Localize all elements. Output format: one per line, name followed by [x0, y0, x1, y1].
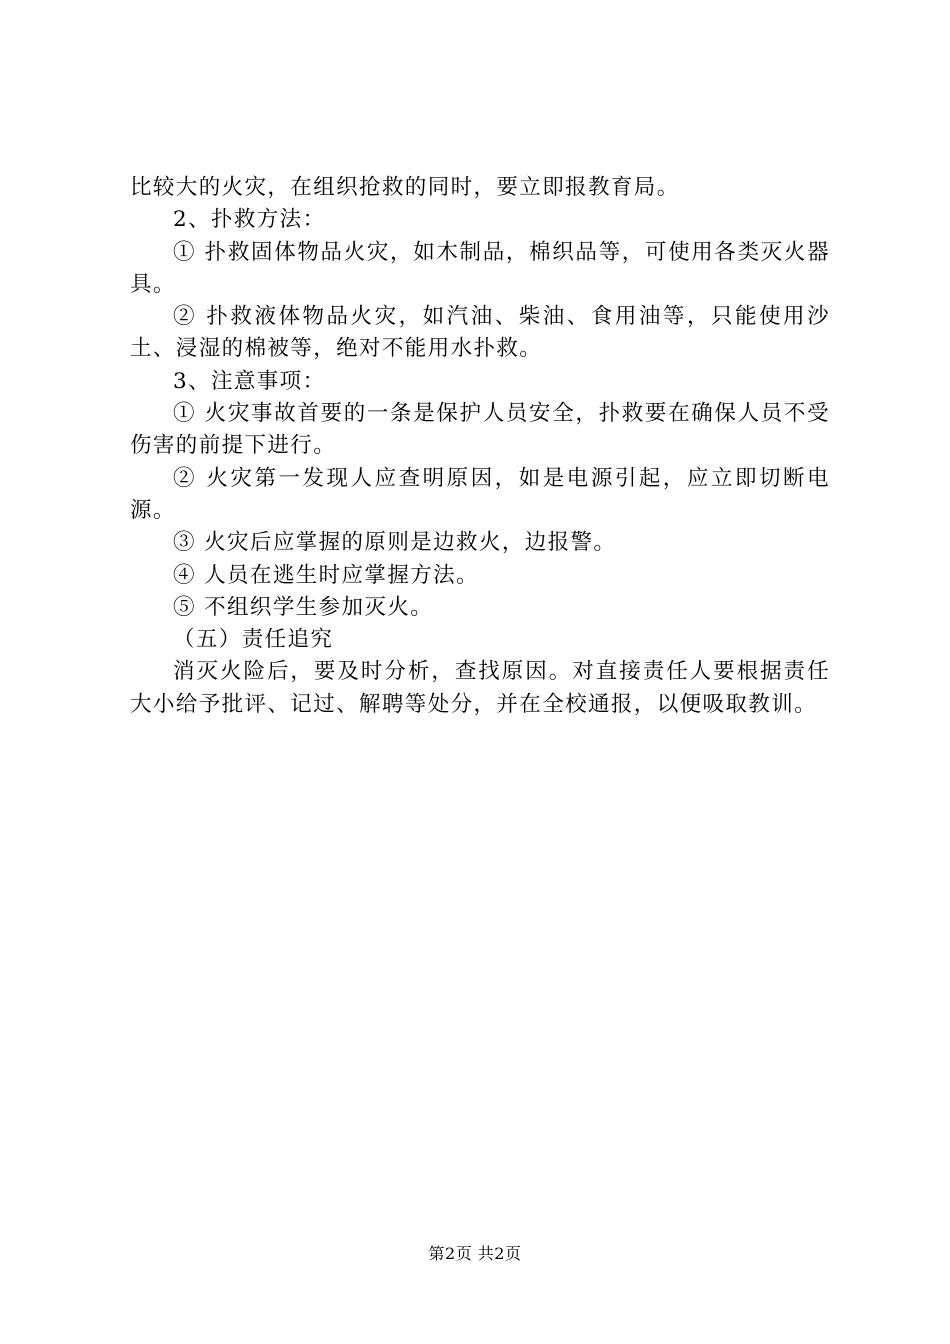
document-body [130, 172, 830, 721]
paragraph-note-3: ③ 火灾后应掌握的原则是边救火，边报警。 [173, 530, 617, 556]
section-heading-accountability: （五）责任追究 [173, 627, 334, 653]
paragraph-rescue-methods-heading: 2、扑救方法： [173, 207, 326, 233]
paragraph-liquid-fire: ② 扑救液体物品火灾，如汽油、柴油、食用油等，只能使用沙土、浸湿的棉被等，绝对不能用水扑救。 [130, 304, 830, 362]
paragraph-note-5: ⑤ 不组织学生参加灭火。 [173, 594, 434, 620]
paragraph-note-2: ② 火灾第一发现人应查明原因，如是电源引起，应立即切断电源。 [130, 465, 830, 523]
page-number-footer: 第2页 共2页 [428, 1244, 522, 1263]
paragraph-solid-fire: ① 扑救固体物品火灾，如木制品，棉织品等，可使用各类灭火器具。 [130, 239, 830, 297]
paragraph-note-1: ① 火灾事故首要的一条是保护人员安全，扑救要在确保人员不受伤害的前提下进行。 [130, 401, 830, 459]
paragraph-continuation: 比较大的火灾，在组织抢救的同时，要立即报教育局。 [130, 175, 680, 200]
paragraph-notes-heading: 3、注意事项： [173, 368, 326, 394]
paragraph-accountability: 消灭火险后，要及时分析，查找原因。对直接责任人要根据责任大小给予批评、记过、解聘等处分，并在全校通报，以便吸取教训。 [130, 659, 830, 717]
paragraph-note-4: ④ 人员在逃生时应掌握方法。 [173, 562, 479, 588]
